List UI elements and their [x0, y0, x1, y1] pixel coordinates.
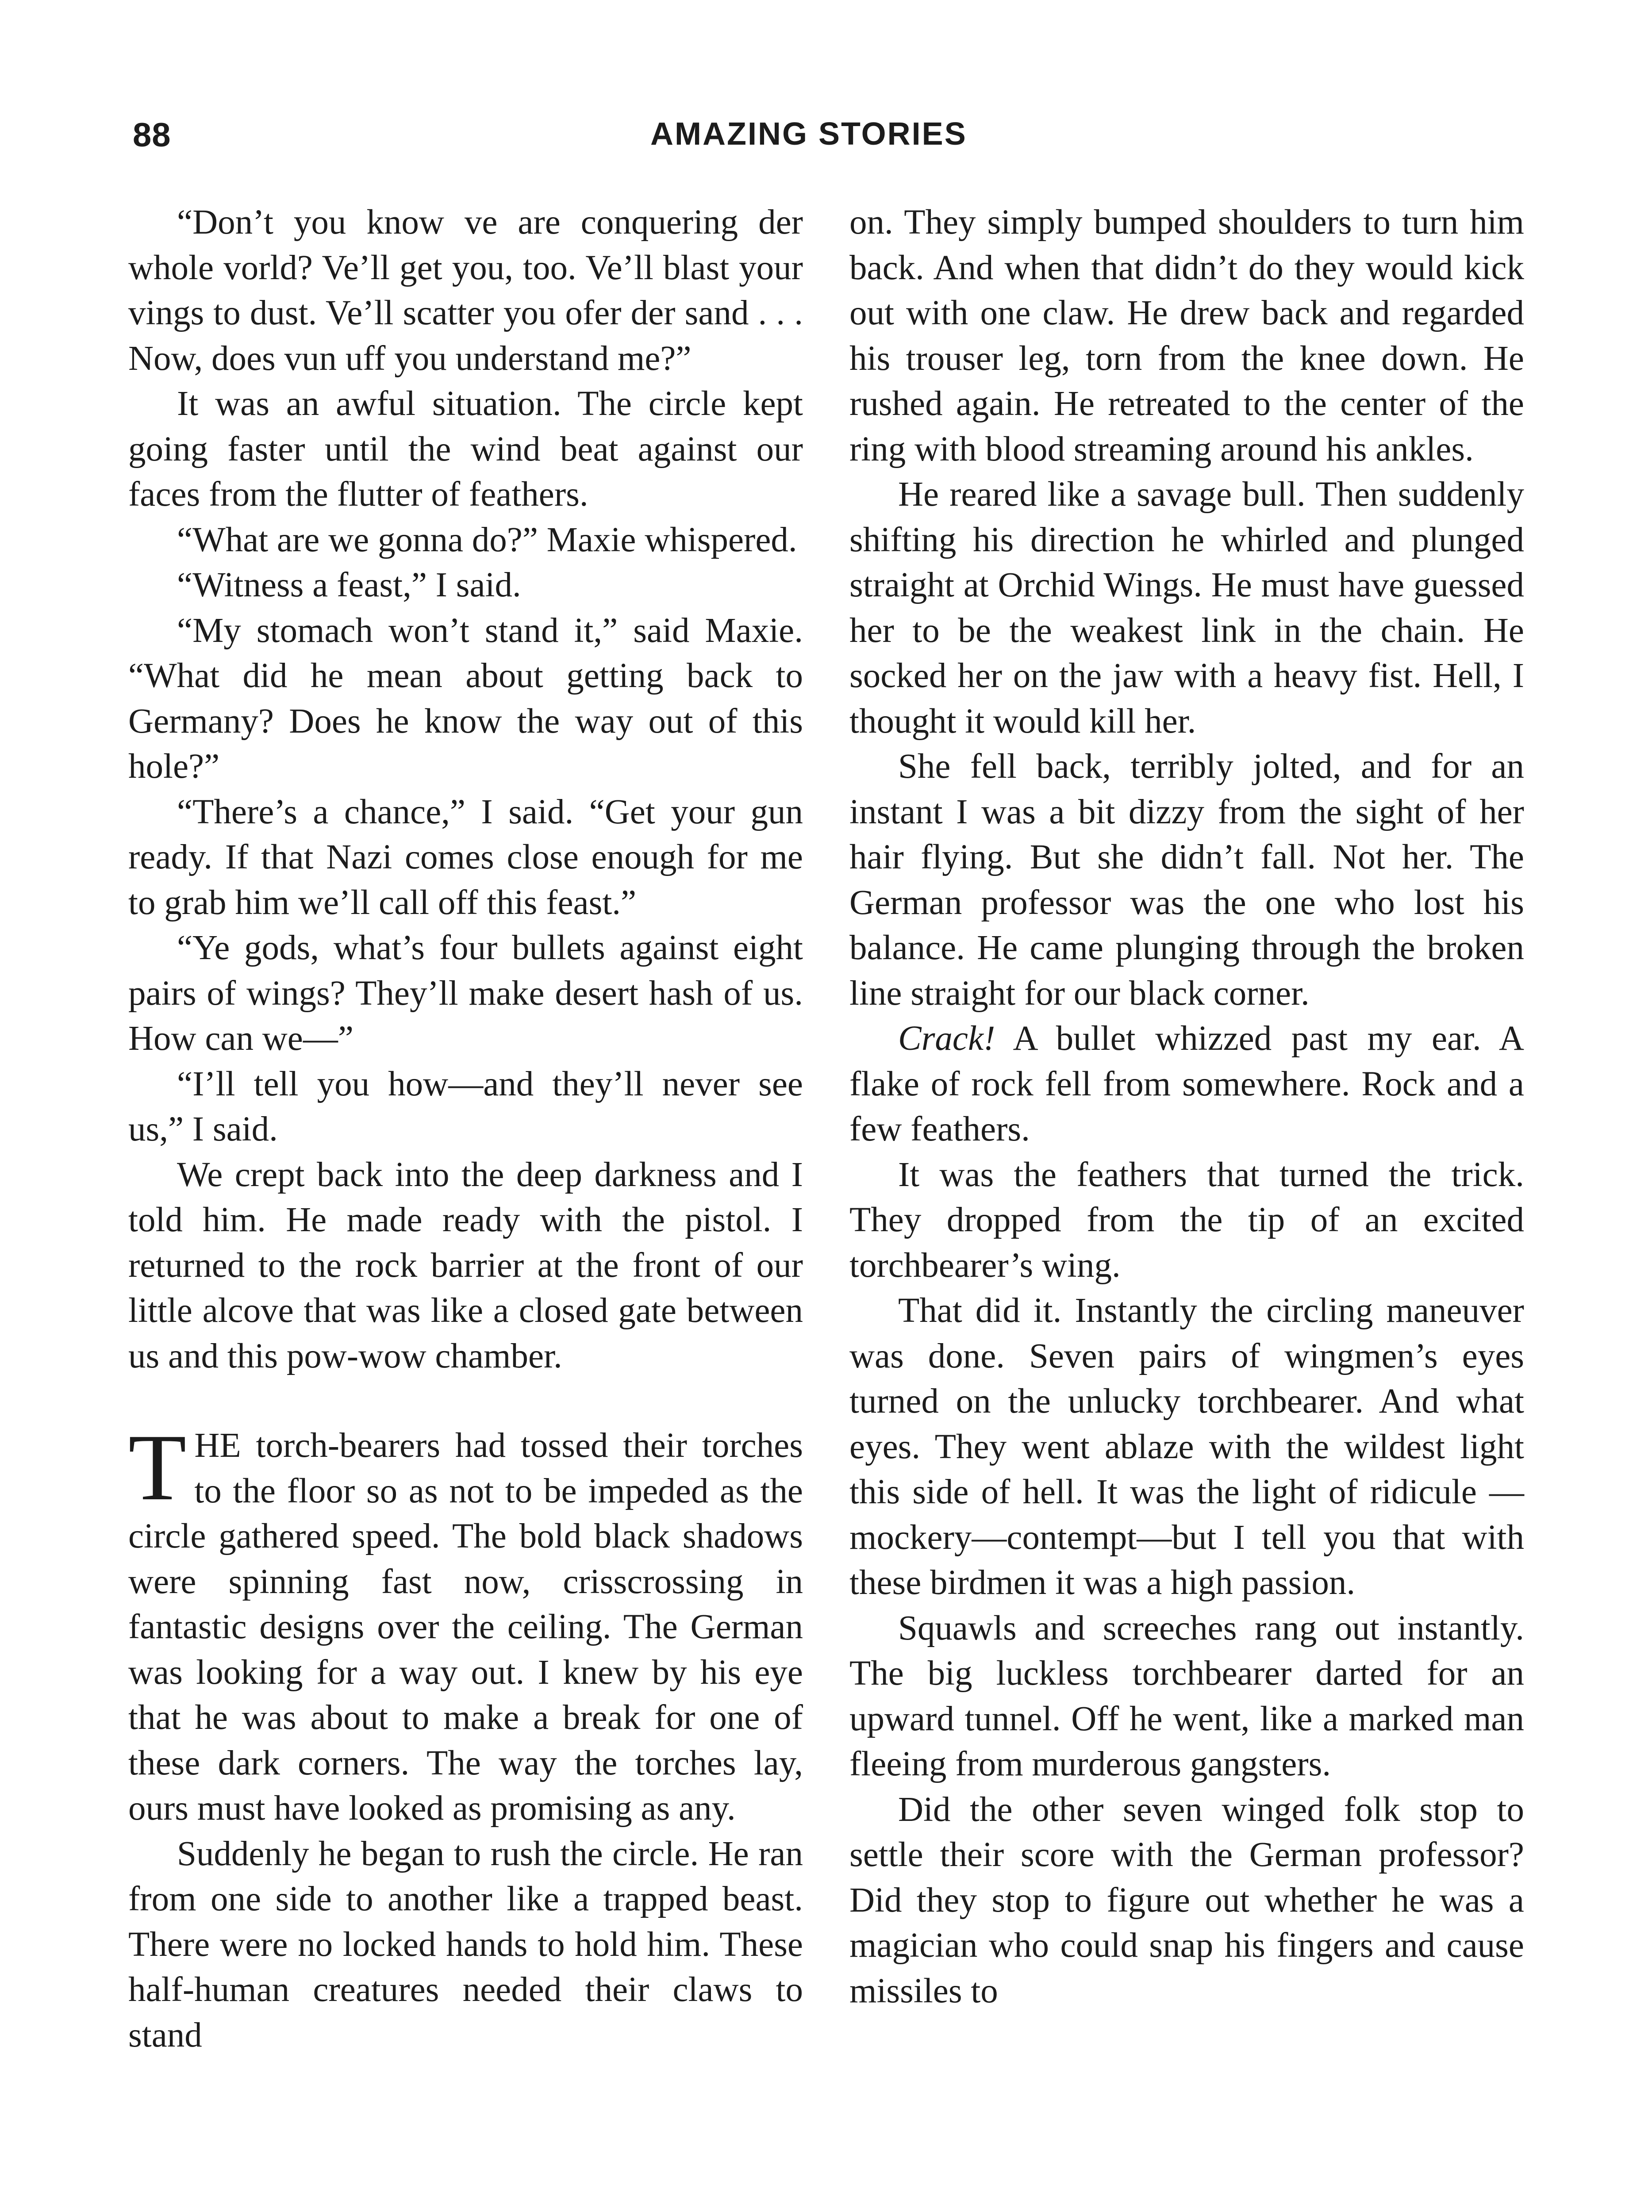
dropcap-paragraph-text: HE torch-bearers had tossed their torches to the floor so as not to be impeded as the circle gathered speed. The bold black shadows were spinning fast now, crisscrossing in fantastic designs over the ceiling. The German was looking for a way out. I knew by his eye that he was about to make a break for one of these dark corners. The way the torches lay, ours must have looked as promising as any.	[128, 1426, 803, 1828]
right-column	[849, 200, 1524, 2014]
paragraph: “Ye gods, what’s four bullets against eight pairs of wings? They’ll make desert hash of us. How can we—”	[128, 929, 803, 1058]
continued-paragraph: on. They simply bumped shoulders to turn him back. And when that didn’t do they would kick out with one claw. He drew back and regarded his trouser leg, torn from the knee down. He rushed again. He retreated to the center of the ring with blood streaming around his ankles.	[849, 203, 1524, 469]
paragraph: She fell back, terribly jolted, and for an instant I was a bit dizzy from the sight of her hair flying. But she didn’t fall. Not her. The German professor was the one who lost his balance. He came plunging through the broken line straight for our black corner.	[849, 747, 1524, 1013]
drop-cap: T	[128, 1414, 187, 1520]
paragraph: “Witness a feast,” I said.	[177, 566, 521, 604]
paragraph: It was the feathers that turned the trick. They dropped from the tip of an excited torchbearer’s wing.	[849, 1155, 1524, 1285]
crack-word: Crack!	[898, 1019, 995, 1058]
left-column	[128, 200, 803, 2058]
paragraph: “My stomach won’t stand it,” said Maxie. “What did he mean about getting back to Germany? Does he know the way out of this hole?”	[128, 611, 803, 786]
section-break	[128, 1379, 803, 1423]
paragraph: Did the other seven winged folk stop to settle their score with the German professor? Did they stop to figure out whether he was a magician who could snap his fingers and cause missiles to	[849, 1790, 1524, 2010]
paragraph	[849, 1016, 1524, 1152]
paragraph: “I’ll tell you how—and they’ll never see us,” I said.	[128, 1064, 803, 1148]
dropcap-paragraph	[128, 1414, 803, 1832]
paragraph: Suddenly he began to rush the circle. He ran from one side to another like a trapped beast. There were no locked hands to hold him. These half-human creatures needed their claws to stand	[128, 1834, 803, 2055]
paragraph-text: A bullet whizzed past my ear. A flake of rock fell from somewhere. Rock and a few feathers.	[849, 1019, 1524, 1148]
running-title: AMAZING STORIES	[650, 116, 967, 152]
paragraph: Squawls and screeches rang out instantly. The big luckless torchbearer darted for an upward tunnel. Off he went, like a marked man fleeing from murderous gangsters.	[849, 1609, 1524, 1783]
paragraph: “What are we gonna do?” Maxie whispered.	[177, 520, 797, 559]
paragraph: We crept back into the deep darkness and I told him. He made ready with the pistol. I returned to the rock barrier at the front of our little alcove that was like a closed gate between us and this pow-wow chamber.	[128, 1155, 803, 1375]
paragraph: It was an awful situation. The circle kept going faster until the wind beat against our faces from the flutter of feathers.	[128, 384, 803, 514]
paragraph: “There’s a chance,” I said. “Get your gun ready. If that Nazi comes close enough for me to grab him we’ll call off this feast.”	[128, 792, 803, 922]
page-number: 88	[133, 116, 171, 154]
paragraph: That did it. Instantly the circling maneuver was done. Seven pairs of wingmen’s eyes turned on the unlucky torchbearer. And what eyes. They went ablaze with the wildest light this side of hell. It was the light of ridicule —mockery—contempt—but I tell you that with these birdmen it was a high passion.	[849, 1291, 1524, 1602]
paragraph: He reared like a savage bull. Then suddenly shifting his direction he whirled and plunged straight at Orchid Wings. He must have guessed her to be the weakest link in the chain. He socked her on the jaw with a heavy fist. Hell, I thought it would kill her.	[849, 475, 1524, 741]
paragraph: “Don’t you know ve are conquering der whole vorld? Ve’ll get you, too. Ve’ll blast your vings to dust. Ve’ll scatter you ofer der sand . . . Now, does vun uff you understand me?”	[128, 203, 803, 378]
page-header	[0, 116, 1652, 165]
